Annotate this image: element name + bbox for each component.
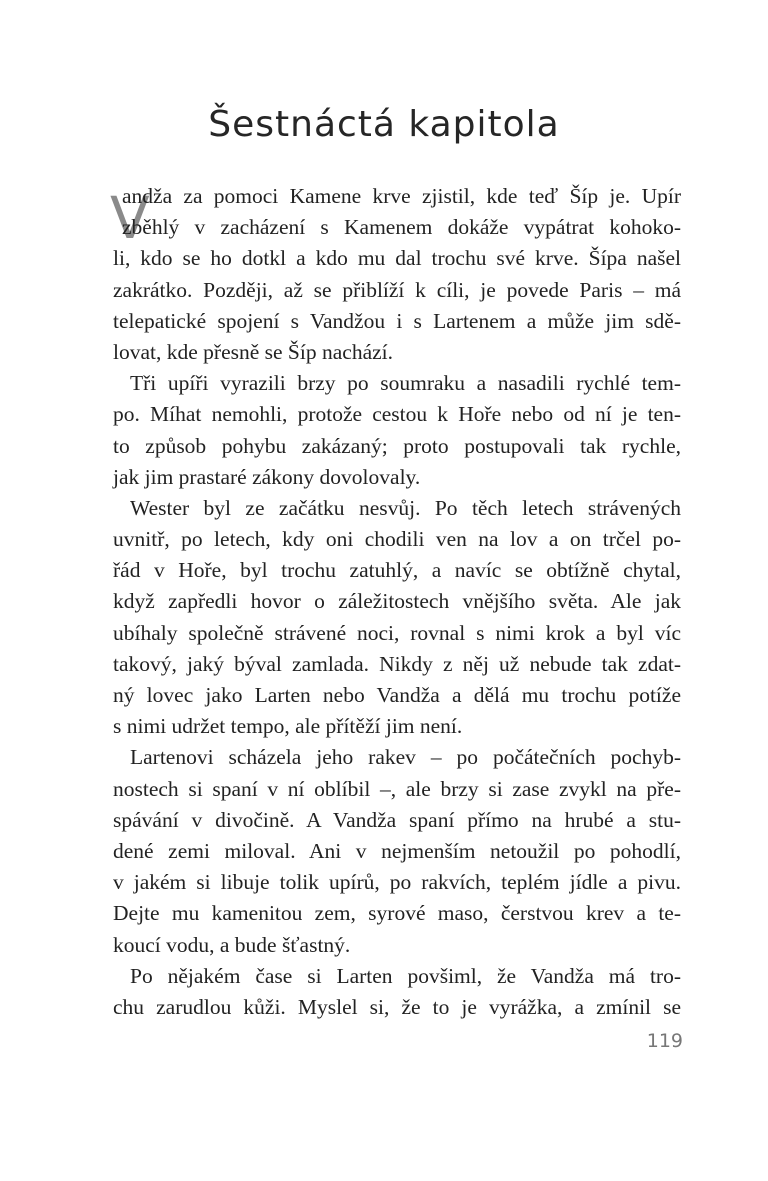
text-line: Dejte mu kamenitou zem, syrové maso, čerstvou krev a te-	[113, 901, 681, 926]
text-line: spávání v divočině. A Vandža spaní přímo na hrubé a stu-	[113, 807, 681, 832]
text-line: Tři upíři vyrazili brzy po soumraku a nasadili rychlé tem-	[130, 371, 681, 396]
page-number: 119	[646, 1030, 683, 1052]
text-line: andža za pomoci Kamene krve zjistil, kde teď Šíp je. Upír	[122, 184, 681, 208]
body-text	[113, 181, 681, 1023]
text-line: zakrátko. Později, až se přiblíží k cíli, je povede Paris – má	[113, 277, 681, 302]
text-line: nostech si spaní v ní oblíbil –, ale brzy si zase zvykl na pře-	[113, 776, 681, 801]
text-line: zběhlý v zacházení s Kamenem dokáže vypátrat kohoko-	[122, 215, 681, 240]
text-line: po. Míhat nemohli, protože cestou k Hoře nebo od ní je ten-	[113, 402, 681, 427]
chapter-title: Šestnáctá kapitola	[208, 104, 560, 145]
text-line: Lartenovi scházela jeho rakev – po počátečních pochyb-	[130, 745, 681, 770]
text-line: v jakém si libuje tolik upírů, po rakvích, teplém jídle a pivu.	[113, 870, 681, 895]
text-line: li, kdo se ho dotkl a kdo mu dal trochu své krve. Šípa našel	[113, 246, 681, 271]
text-line: chu zarudlou kůži. Myslel si, že to je vyrážka, a zmínil se	[113, 994, 681, 1019]
text-line: to způsob pohybu zakázaný; proto postupovali tak rychle,	[113, 433, 681, 458]
text-line: takový, jaký býval zamlada. Nikdy z něj už nebude tak zdat-	[113, 651, 681, 676]
text-line: s nimi udržet tempo, ale přítěží jim není.	[113, 714, 463, 739]
text-line: ný lovec jako Larten nebo Vandža a dělá mu trochu potíže	[113, 683, 681, 707]
text-line: Po nějakém čase si Larten povšiml, že Vandža má tro-	[130, 963, 681, 988]
text-line: telepatické spojení s Vandžou i s Lartenem a může jim sdě-	[113, 308, 681, 333]
text-line: jak jim prastaré zákony dovolovaly.	[113, 464, 421, 489]
text-line: ubíhaly společně strávené noci, rovnal s nimi krok a byl víc	[113, 620, 681, 645]
text-line: dené zemi miloval. Ani v nejmenším netoužil po pohodlí,	[113, 838, 681, 863]
text-line: když zapředli hovor o záležitostech vnějšího světa. Ale jak	[113, 589, 681, 614]
drop-cap: V	[110, 184, 150, 252]
text-line: uvnitř, po letech, kdy oni chodili ven na lov a on trčel po-	[113, 527, 681, 552]
text-line: Wester byl ze začátku nesvůj. Po těch letech strávených	[130, 495, 681, 520]
text-line: řád v Hoře, byl trochu zatuhlý, a navíc se obtížně chytal,	[113, 558, 681, 583]
text-line: koucí vodu, a bude šťastný.	[113, 932, 351, 957]
text-line: lovat, kde přesně se Šíp nachází.	[113, 339, 394, 364]
